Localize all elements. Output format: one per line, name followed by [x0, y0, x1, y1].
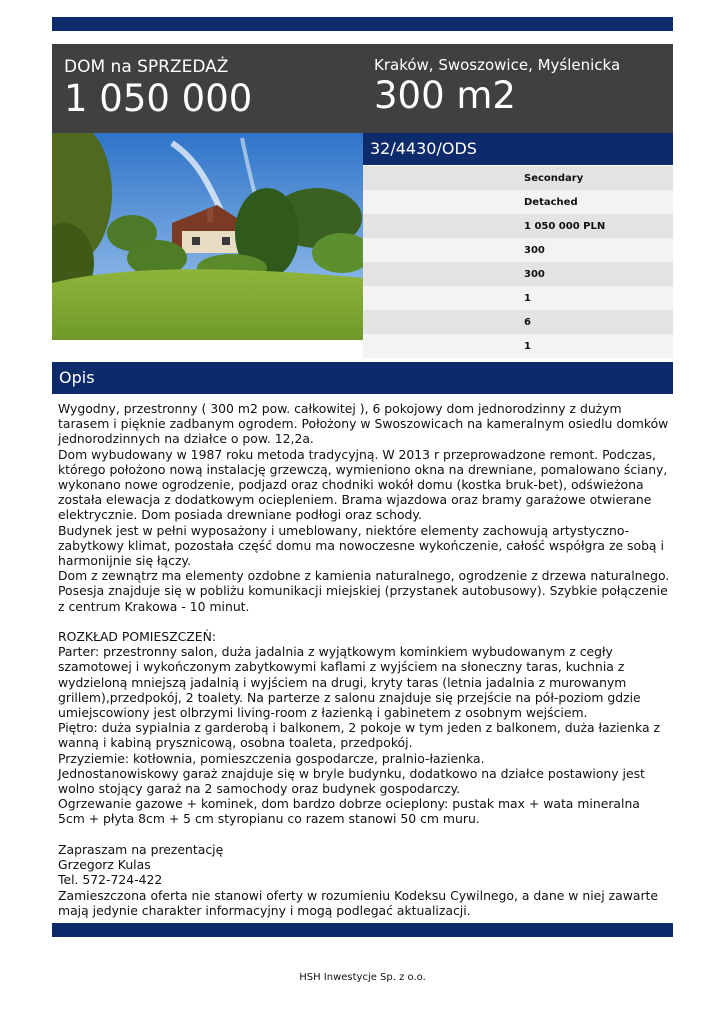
fact-value: 300	[524, 269, 545, 280]
bottom-accent-bar	[52, 923, 673, 937]
fact-value: 1	[524, 293, 531, 304]
property-photo	[52, 133, 363, 340]
property-location: Kraków, Swoszowice, Myślenicka	[374, 56, 621, 74]
property-price: 1 050 000	[64, 77, 253, 120]
fact-row	[363, 166, 673, 190]
property-area: 300 m2	[374, 74, 516, 117]
fact-row	[363, 286, 673, 310]
fact-value: 300	[524, 245, 545, 256]
fact-value: Secondary	[524, 173, 584, 184]
reference-number: 32/4430/ODS	[370, 139, 477, 158]
fact-value: 6	[524, 317, 531, 328]
fact-value: Detached	[524, 197, 578, 208]
top-accent-bar	[52, 17, 673, 31]
property-type: DOM na SPRZEDAŻ	[64, 57, 229, 77]
section-title: Opis	[59, 368, 95, 387]
property-description: Wygodny, przestronny ( 300 m2 pow. całkowitej ), 6 pokojowy dom jednorodzinny z dużym tarasem i pięknie zadbanym ogrodem. Położony w Swoszowicach na kameralnym osiedlu domków jednorodzinnych na działce o pow. 12,2a. Dom wybudowany w 1987 roku metoda tradycyjną. W 2013 r przeprowadzone remont. Podczas, którego położono nową instalację grzewczą, wymieniono okna na drewniane, pomalowano ściany, wykonano nowe ogrodzenie, podjazd oraz chodniki wokół domu (kostka bruk-bet), odświeżona została elewacja z dodatkowym ociepleniem. Brama wjazdowa oraz bramy garażowe otwierane elektrycznie. Dom posiada drewniane podłogi oraz schody. Budynek jest w pełni wyposażony i umeblowany, niektóre elementy zachowują artystyczno-zabytkowy klimat, pozostała część domu ma nowoczesne wykończenie, całość współgra ze sobą i harmonijnie się łączy. Dom z zewnątrz ma elementy ozdobne z kamienia naturalnego, ogrodzenie z drzewa naturalnego. Posesja znajduje się w pobliżu komunikacji miejskiej (przystanek autobusowy). Szybkie połączenie z centrum Krakowa - 10 minut. ROZKŁAD POMIESZCZEŃ: Parter: przestronny salon, duża jadalnia z wyjątkowym kominkiem wybudowanym z cegły szamotowej i wykończonym zabytkowymi kaflami z wyjściem na słoneczny taras, kuchnia z wydzieloną mniejszą jadalnią i wyjściem na drugi, kryty taras (letnia jadalnia z murowanym grillem),przedpokój, 2 toalety. Na parterze z salonu znajduje się przejście na pół-poziom gdzie umiejscowiony jest olbrzymi living-room z łazienką i gabinetem z osobnym wejściem. Piętro: duża sypialnia z garderobą i balkonem, 2 pokoje w tym jeden z balkonem, duża łazienka z wanną i kabiną prysznicową, osobna toaleta, przedpokój. Przyziemie: kotłownia, pomieszczenia gospodarcze, pralnio-łazienka. Jednostanowiskowy garaż znajduje się w bryle budynku, dodatkowo na działce postawiony jest wolno stojący garaż na 2 samochody oraz budynek gospodarczy. Ogrzewanie gazowe + kominek, dom bardzo dobrze ocieplony: pustak max + wata mineralna 5cm + płyta 8cm + 5 cm styropianu co razem stanowi 50 cm muru. Zapraszam na prezentację Grzegorz Kulas Tel. 572-724-422 Zamieszczona oferta nie stanowi oferty w rozumieniu Kodeksu Cywilnego, a dane w niej zawarte mają jedynie charakter informacyjny i mogą podlegać aktualizacji.	[58, 401, 670, 918]
reference-bar	[363, 133, 673, 165]
fact-row	[363, 238, 673, 262]
fact-row	[363, 334, 673, 358]
fact-value: 1 050 000 PLN	[524, 221, 606, 232]
fact-value: 1	[524, 341, 531, 352]
footer-company: HSH Inwestycje Sp. z o.o.	[299, 972, 426, 983]
fact-row	[363, 214, 673, 238]
fact-row	[363, 262, 673, 286]
listing-header	[52, 44, 673, 133]
facts-table	[363, 166, 673, 358]
header-left	[64, 56, 252, 120]
fact-row	[363, 190, 673, 214]
description-section-header	[52, 362, 673, 394]
header-right	[374, 55, 620, 117]
fact-row	[363, 310, 673, 334]
